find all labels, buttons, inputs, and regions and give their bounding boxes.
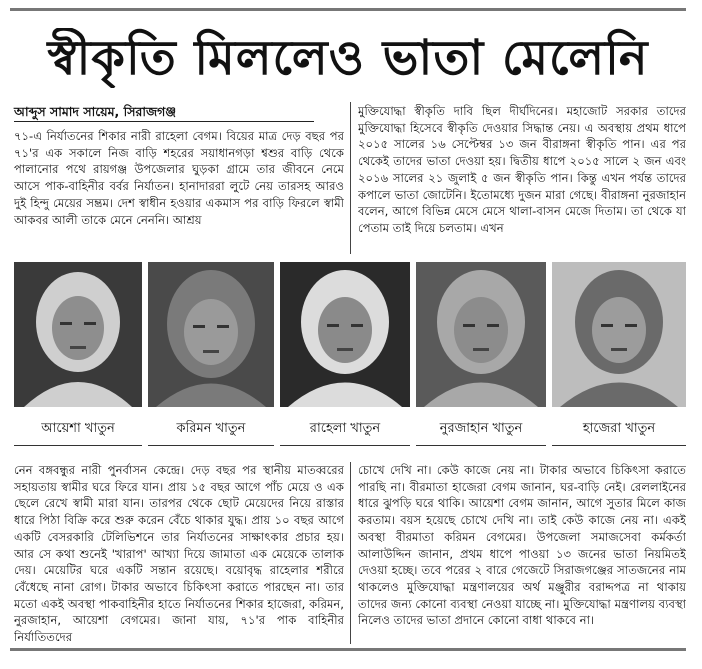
photo-caption: আয়েশা খাতুন bbox=[14, 411, 142, 446]
photo-karimon bbox=[148, 262, 274, 407]
column-divider-bottom bbox=[350, 462, 351, 644]
headline: স্বীকৃতি মিললেও ভাতা মেলেনি bbox=[47, 30, 649, 86]
top-rule bbox=[10, 8, 686, 11]
article-column-bottom-left: নেন বঙ্গবন্ধুর নারী পুনর্বাসন কেন্দ্রে। দেড় বছর পর স্থানীয় মাতব্বরের সহায়তায় স্বামীর ঘরে ফিরে যান। প্রায় ১৫ বছর আগে পাঁচ মেয়ে ও এক ছেলে রেখে স্বামী মারা যান। তারপর থেকে ছোট মেয়েদের নিয়ে রাস্তার ধারে পিঠা বিক্রি করে শুরু করেন বেঁচে থাকার যুদ্ধ। প্রায় ১০ বছর আগে একটি বেসরকারি টেলিভিশনে তার নির্যাতনের সাক্ষাৎকার প্রচার হয়। আর সে কথা শুনেই 'খারাপ' আখ্যা দিয়ে জামাতা এক মেয়েকে তালাক দেয়। মেয়েটির ঘরে একটি সন্তান রয়েছে। বয়োবৃদ্ধ রাহেলার শরীরে বেঁধেছে নানা রোগ। টাকার অভাবে চিকিৎসা করাতে পারছেন না। তার মতো একই অবস্থা পাকবাহিনীর হাতে নির্যাতনের শিকার হাজেরা, করিমন, নুরজাহান, আয়েশা বেগমের। জানা যায়, ৭১'র পাক বাহিনীর নির্যাতিতদের bbox=[14, 463, 344, 644]
portrait-icon bbox=[148, 262, 274, 407]
column-divider-top bbox=[350, 102, 351, 254]
photo-caption: নুরজাহান খাতুন bbox=[416, 411, 546, 446]
portrait-icon bbox=[552, 262, 686, 407]
byline: আব্দুস সামাদ সায়েম, সিরাজগঞ্জ bbox=[14, 104, 177, 119]
portrait-icon bbox=[416, 262, 546, 407]
photo-caption: হাজেরা খাতুন bbox=[552, 411, 686, 446]
photo-ayesha bbox=[14, 262, 142, 407]
article-column-bottom-right: চোখে দেখি না। কেউ কাজে নেয় না। টাকার অভাবে চিকিৎসা করাতে পারছি না। বীরমাতা হাজেরা বেগম জানান, ঘর-বাড়ি নেই। রেললাইনের ধারে ঝুপড়ি ঘরে থাকি। আয়েশা বেগম জানান, আগে সুতার মিলে কাজ করতাম। বয়স হয়েছে চোখে দেখি না। তাই কেউ কাজে নেয় না। একই অবস্থা বীরমাতা করিমন বেগমের। উপজেলা সমাজসেবা কর্মকর্তা আলাউদ্দিন জানান, প্রথম ধাপে পাওয়া ১৩ জনের ভাতা নিয়মিতই দেওয়া হচ্ছে। তবে পরের ২ বারে গেজেটে সিরাজগঞ্জের সাতজনের নাম থাকলেও মুক্তিযোদ্ধা মন্ত্রণালয়ের অর্থ মঞ্জুরীর বরাদ্দপত্র না থাকায় তাদের জন্য কোনো ব্যবস্থা নেওয়া যাচ্ছে না। মুক্তিযোদ্ধা মন্ত্রণালয় ব্যবস্থা নিলেও তাদের ভাতা প্রদানে কোনো বাধা থাকবে না। bbox=[358, 463, 686, 628]
photo-rahela bbox=[280, 262, 410, 407]
photo-hajera bbox=[552, 262, 686, 407]
photo-caption: রাহেলা খাতুন bbox=[280, 411, 410, 446]
portrait-icon bbox=[14, 262, 142, 407]
photo-caption: করিমন খাতুন bbox=[148, 411, 274, 446]
portrait-icon bbox=[280, 262, 410, 407]
byline-underline bbox=[14, 121, 314, 122]
bottom-rule bbox=[10, 648, 686, 651]
article-column-top-left: ৭১-এ নির্যাতনের শিকার নারী রাহেলা বেগম। বিয়ের মাত্র দেড় বছর পর ৭১'র এক সকালে নিজ বাড়ি শহরের সয়াধানগড়া শ্বশুর বাড়ি থেকে পালানোর পথে রায়গঞ্জ উপজেলার ঘুড়কা গ্রামে তার জীবনে নেমে আসে পাক-বাহিনীর বর্বর নির্যাতন। হানাদাররা লুটে নেয় তারসহ আরও দুই হিন্দু মেয়ের সম্ভ্রম। দেশ স্বাধীন হওয়ার একমাস পর বাড়ি ফিরলে স্বামী আকবর আলী তাকে মেনে নেননি। আশ্রয় bbox=[14, 129, 344, 227]
photo-nurjahan bbox=[416, 262, 546, 407]
article-column-top-right: মুক্তিযোদ্ধা স্বীকৃতি দাবি ছিল দীর্ঘদিনের। মহাজোট সরকার তাদের মুক্তিযোদ্ধা হিসেবে স্বীকৃতি দেওয়ার সিদ্ধান্ত নেয়। এ অবস্থায় প্রথম ধাপে ২০১৫ সালের ১৬ সেপ্টেম্বর ১৩ জন বীরাঙ্গনা স্বীকৃতি পান। এর পর থেকেই তাদের ভাতা দেওয়া হয়। দ্বিতীয় ধাপে ২০১৫ সালে ২ জন এবং ২০১৬ সালের ২১ জুলাই ৫ জন স্বীকৃতি পান। কিন্তু এখন পর্যন্ত তাদের কপালে ভাতা জোটেনি। ইতোমধ্যে দুজন মারা গেছে। বীরাঙ্গনা নুরজাহান বলেন, আগে বিভিন্ন মেসে মেসে থালা-বাসন মেজে দিতাম। তা থেকে যা পেতাম তাই দিয়ে চলতাম। এখন bbox=[358, 104, 686, 235]
